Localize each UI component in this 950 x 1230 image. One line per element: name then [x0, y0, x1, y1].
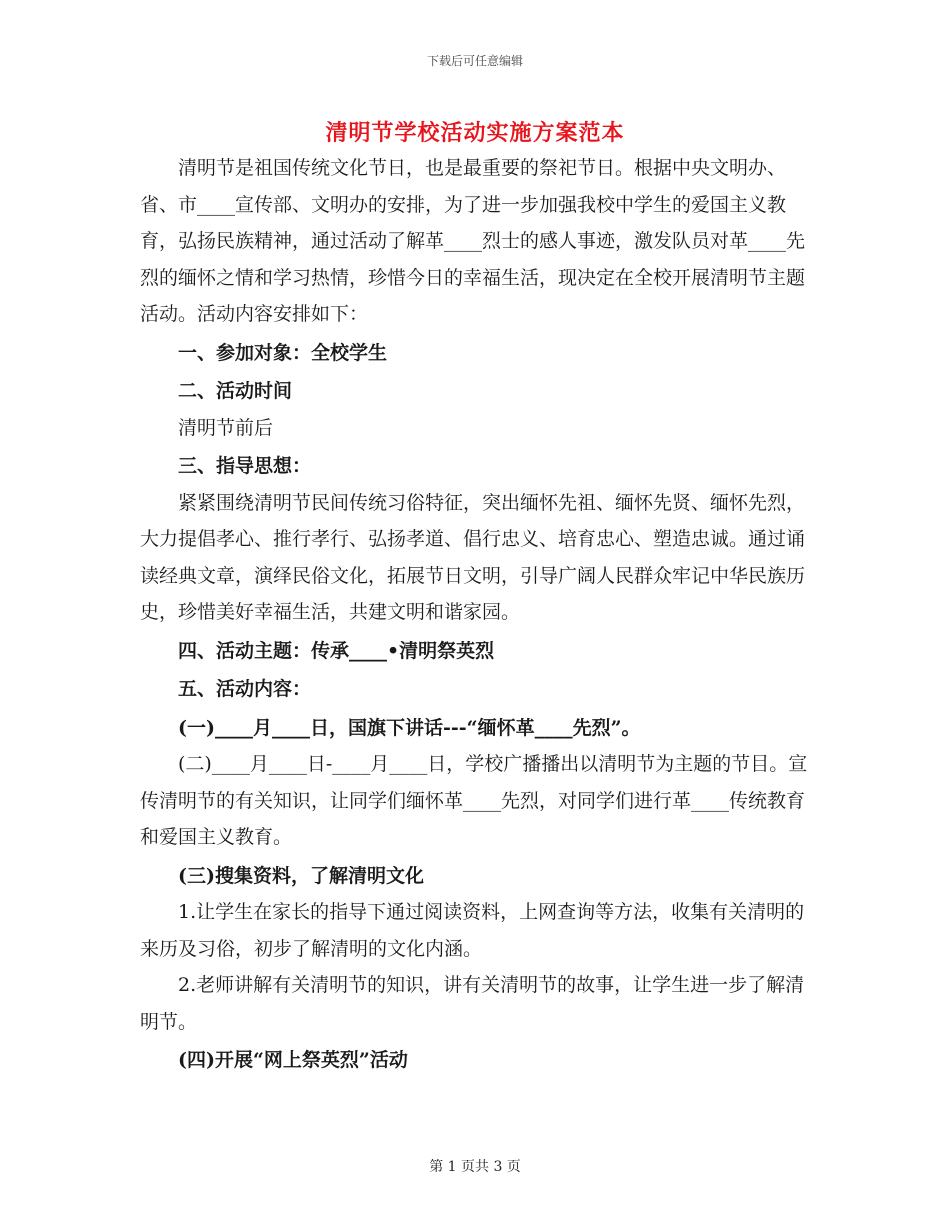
section-heading-content: 五、活动内容：	[178, 678, 312, 700]
document-body	[140, 150, 808, 1079]
section-heading-participants: 一、参加对象：全校学生	[178, 341, 388, 364]
document-title: 清明节学校活动实施方案范本	[325, 120, 625, 146]
content-item-3-2: 2.老师讲解有关清明节的知识，讲有关清明节的故事，让学生进一步了解清明节。	[140, 974, 805, 1033]
content-item-2: (二)____月____日-____月____日，学校广播播出以清明节为主题的节目。宣传清明节的有关知识，让同学们缅怀革____先烈，对同学们进行革____传统教育和爱国主义教育。	[140, 753, 808, 848]
content-item-3-1: 1.让学生在家长的指导下通过阅读资料，上网查询等方法，收集有关清明的来历及习俗，初步了解清明的文化内涵。	[140, 901, 805, 960]
content-item-1: (一)____月____日，国旗下讲话---“缅怀革____先烈”。	[178, 716, 641, 739]
guide-paragraph: 紧紧围绕清明节民间传统习俗特征，突出缅怀先祖、缅怀先贤、缅怀先烈，大力提倡孝心、推行孝行、弘扬孝道、倡行忠义、培育忠心、塑造忠诚。通过诵读经典文章，演绎民俗文化，拓展节日文明，引导广阔人民群众牢记中华民族历史，珍惜美好幸福生活，共建文明和谐家园。	[140, 491, 806, 623]
header-note: 下载后可任意编辑	[426, 54, 523, 68]
content-item-3: (三)搜集资料，了解清明文化	[178, 864, 424, 887]
section-heading-time: 二、活动时间	[178, 380, 293, 402]
section-heading-guide: 三、指导思想：	[178, 455, 312, 477]
section-heading-theme: 四、活动主题：传承____•清明祭英烈	[178, 639, 495, 662]
page-footer: 第 1 页共 3 页	[429, 1159, 521, 1175]
intro-paragraph: 清明节是祖国传统文化节日，也是最重要的祭祀节日。根据中央文明办、省、市____宣传部、文明办的安排，为了进一步加强我校中学生的爱国主义教育，弘扬民族精神，通过活动了解革____烈士的感人事迹，激发队员对革____先烈的缅怀之情和学习热情，珍惜今日的幸福生活，现决定在全校开展清明节主题活动。活动内容安排如下：	[140, 157, 806, 325]
content-item-4: (四)开展“网上祭英烈”活动	[178, 1049, 408, 1071]
time-paragraph: 清明节前后	[178, 416, 274, 439]
